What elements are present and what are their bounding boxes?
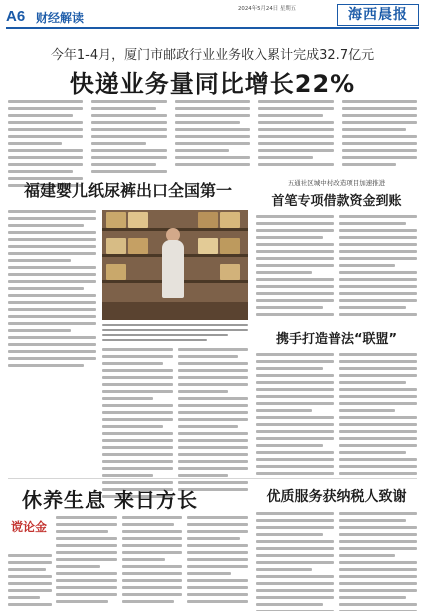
page-footer [6, 601, 419, 609]
commentary-headline: 休养生息 来日方长 [22, 488, 198, 512]
issue-date: 2024年5月24日 星期五 [238, 6, 297, 12]
lead-col-1 [8, 100, 83, 168]
tax-article [256, 482, 417, 606]
fund-headline: 首笔专项借款资金到账 [271, 194, 402, 209]
section-name: 财经解读 [36, 11, 85, 25]
commentary-article [8, 482, 248, 606]
right-column [256, 172, 417, 475]
column-badge-title: 谠论金 [10, 520, 47, 534]
newspaper-logo: 海西晨报 [337, 4, 419, 26]
lead-col-4 [258, 100, 333, 168]
warehouse-photo [102, 210, 248, 320]
masthead [6, 3, 419, 33]
tax-body [256, 512, 417, 611]
law-body [256, 353, 417, 479]
diapers-body-col-1 [8, 210, 96, 371]
law-headline: 携手打造普法“联盟” [275, 332, 398, 347]
lead-article-body [8, 100, 417, 168]
diapers-headline: 福建婴儿纸尿裤出口全国第一 [23, 181, 232, 200]
fund-body [256, 215, 417, 320]
commentary-body [56, 516, 248, 607]
column-badge [8, 516, 50, 550]
lead-col-3 [175, 100, 250, 168]
diapers-article [8, 172, 248, 475]
page-number: A6 [6, 8, 26, 25]
lead-headline: 快递业务量同比增长22% [69, 70, 356, 98]
lead-col-2 [91, 100, 166, 168]
section-divider [8, 478, 417, 479]
fund-kicker: 五通社区城中村改造项目加速推进 [287, 179, 386, 187]
tax-headline: 优质服务获纳税人致谢 [266, 489, 407, 505]
lead-subtitle: 今年1-4月，厦门市邮政行业业务收入累计完成32.7亿元 [50, 48, 375, 63]
lead-col-5 [342, 100, 417, 168]
photo-caption [102, 324, 248, 344]
masthead-rule [6, 27, 419, 29]
issue-info [238, 5, 296, 13]
